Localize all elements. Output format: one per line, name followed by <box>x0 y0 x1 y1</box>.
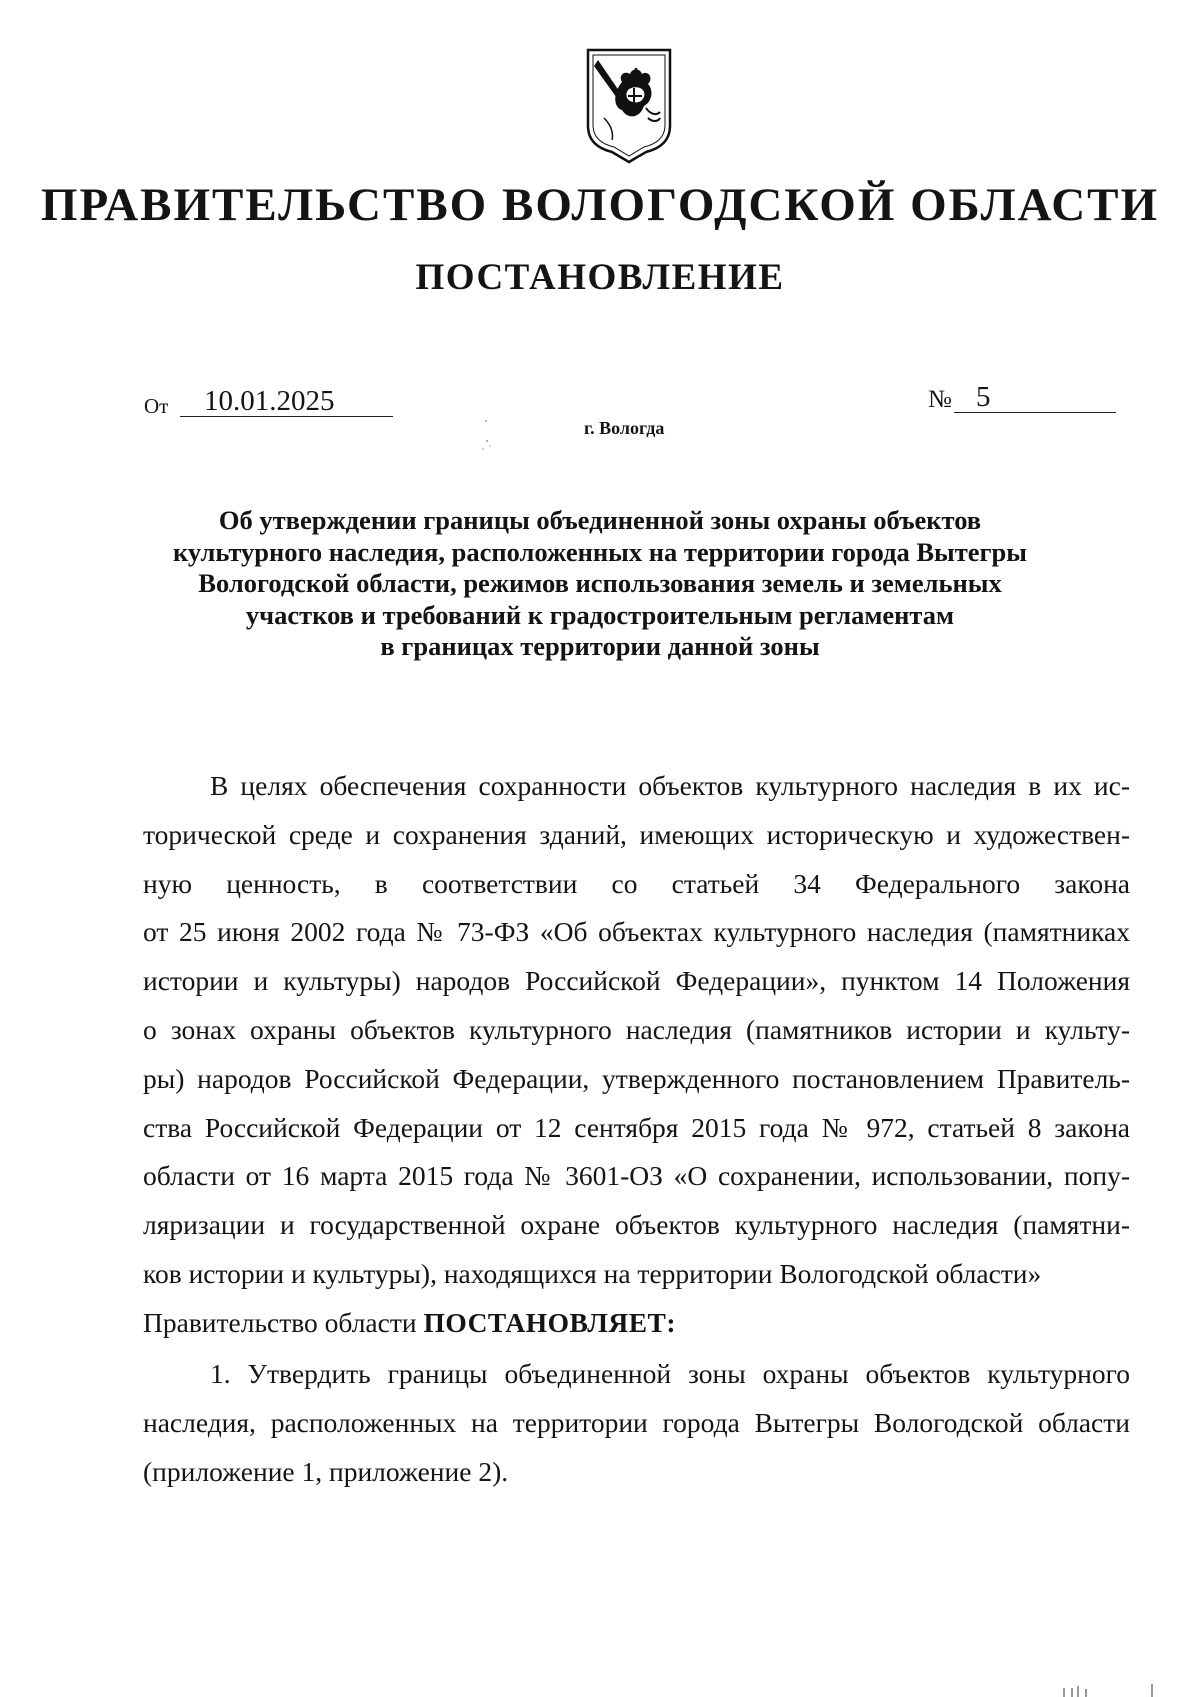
subject-line: Вологодской области, режимов использования земель и земельных <box>198 568 1002 598</box>
item-line: наследия, расположенных на территории города Вытегры Вологодской области <box>143 1406 1130 1438</box>
government-title: ПРАВИТЕЛЬСТВО ВОЛОГОДСКОЙ ОБЛАСТИ <box>40 179 1160 231</box>
subject-line: в границах территории данной зоны <box>380 631 820 661</box>
decree-item-1 <box>143 1350 1130 1496</box>
preamble-line: истории и культуры) народов Российской Федерации», пунктом 14 Положения <box>143 965 1130 997</box>
document-type-title: ПОСТАНОВЛЕНИЕ <box>415 257 785 298</box>
item-line: 1. Утвердить границы объединенной зоны охраны объектов культурного <box>210 1358 1130 1389</box>
number-field: 5 <box>954 382 1116 413</box>
preamble-line: ляризации и государственной охране объектов культурного наследия (памятни- <box>143 1209 1130 1241</box>
preamble-line: ры) народов Российской Федерации, утвержденного постановлением Правитель- <box>143 1062 1130 1094</box>
subject-line: Об утверждении границы объединенной зоны охраны объектов <box>218 505 982 535</box>
date-label: От <box>144 394 169 418</box>
preamble-line: В целях обеспечения сохранности объектов культурного наследия в их ис- <box>210 770 1130 801</box>
preamble-line: ков истории и культуры), находящихся на территории Вологодской области» <box>143 1257 1042 1289</box>
date-field: 10.01.2025 <box>180 385 393 417</box>
subject-line: участков и требований к градостроительным регламентам <box>245 599 955 630</box>
document-subject <box>130 505 1070 663</box>
preamble-line: торической среде и сохранения зданий, имеющих историческую и художествен- <box>143 818 1130 850</box>
scan-specks <box>478 418 494 454</box>
preamble-line: ства Российской Федерации от 12 сентября 2015 года № 972, статьей 8 закона <box>143 1111 1130 1143</box>
scan-edge-marks <box>1060 1682 1160 1697</box>
preamble-line: о зонах охраны объектов культурного наследия (памятников истории и культу- <box>143 1013 1130 1045</box>
vologda-coat-of-arms-icon <box>584 46 674 166</box>
preamble-line: ную ценность, в соответствии со статьей 34 Федерального закона <box>143 867 1130 899</box>
item-line: (приложение 1, приложение 2). <box>143 1455 509 1487</box>
resolve-keyword: ПОСТАНОВЛЯЕТ: <box>423 1306 677 1338</box>
preamble-line: области от 16 марта 2015 года № 3601-ОЗ «О сохранении, использовании, попу- <box>143 1160 1130 1192</box>
resolve-prefix: Правительство области <box>143 1306 424 1338</box>
city-label: г. Вологда <box>584 418 665 438</box>
resolve-line <box>143 1299 1130 1348</box>
preamble-paragraph <box>143 762 1130 1348</box>
number-label: № <box>928 386 952 413</box>
preamble-line: от 25 июня 2002 года № 73-ФЗ «Об объектах культурного наследия (памятниках <box>143 916 1130 948</box>
subject-line: культурного наследия, расположенных на территории города Вытегры <box>173 536 1027 567</box>
